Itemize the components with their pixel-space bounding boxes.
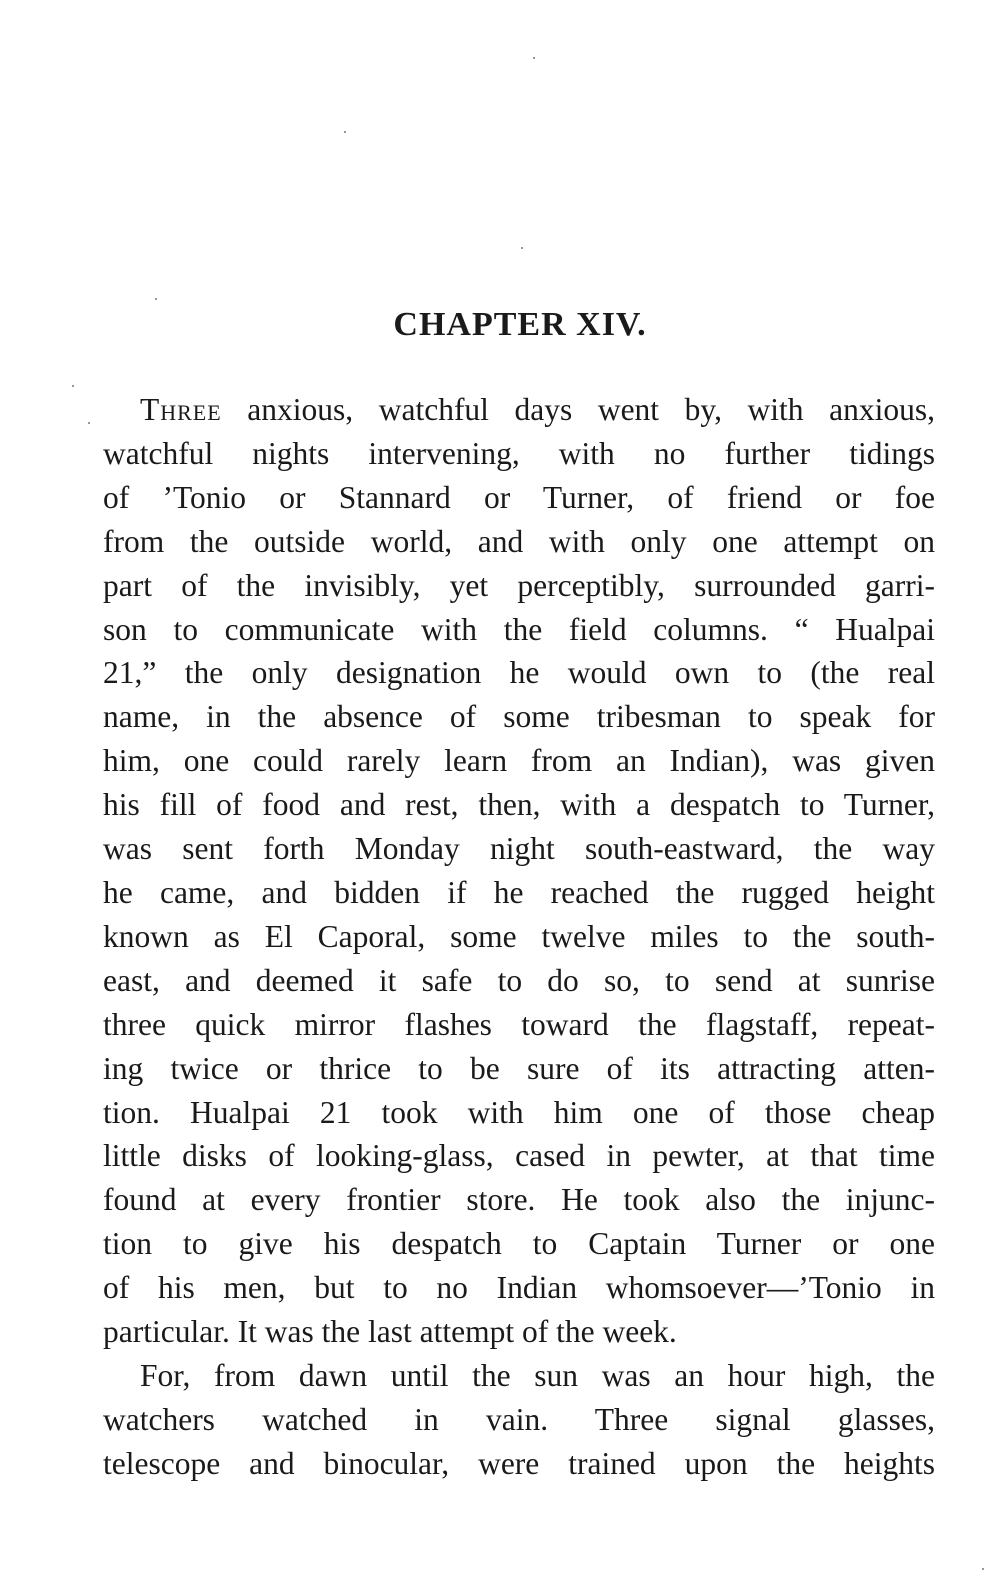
text-line: of ’Tonio or Stannard or Turner, of friend or foe (103, 479, 935, 515)
paper-speck (521, 247, 523, 249)
text-line: three quick mirror flashes toward the flagstaff, repeat- (103, 1006, 935, 1042)
text-line: tion to give his despatch to Captain Turner or one (103, 1226, 935, 1262)
body-text (103, 388, 935, 1486)
text-line: he came, and bidden if he reached the rugged height (103, 874, 935, 910)
text-line: son to communicate with the field columns. “ Hualpai (103, 611, 935, 647)
text-line: particular. It was the last attempt of the week. (103, 1314, 677, 1350)
text-line: ing twice or thrice to be sure of its attracting atten- (103, 1050, 935, 1086)
text-line: For, from dawn until the sun was an hour high, the (140, 1357, 935, 1393)
paper-speck (982, 1568, 984, 1570)
text-line: part of the invisibly, yet perceptibly, surrounded garri- (103, 567, 935, 603)
text-line: tion. Hualpai 21 took with him one of those cheap (103, 1094, 935, 1130)
lead-word: Three (140, 392, 222, 427)
paper-speck (344, 131, 346, 133)
text-line: known as El Caporal, some twelve miles to the south- (103, 918, 935, 954)
text-line: found at every frontier store. He took also the injunc- (103, 1182, 935, 1218)
paragraph-2 (103, 1354, 935, 1486)
paper-speck (533, 57, 535, 59)
paper-speck (155, 298, 157, 300)
paragraph-1 (103, 388, 935, 1354)
text-line: watchful nights intervening, with no further tidings (103, 435, 935, 471)
text-line: east, and deemed it safe to do so, to send at sunrise (103, 962, 935, 998)
chapter-title: CHAPTER XIV. (393, 306, 647, 343)
text-line: Three anxious, watchful days went by, with anxious, (140, 392, 936, 427)
paper-speck (72, 385, 74, 387)
text-line: name, in the absence of some tribesman to speak for (103, 699, 935, 735)
text-line: was sent forth Monday night south-eastward, the way (103, 831, 935, 867)
text-line: his fill of food and rest, then, with a despatch to Turner, (103, 787, 935, 823)
text-line: 21,” the only designation he would own to (the real (103, 655, 935, 691)
text-line: from the outside world, and with only one attempt on (103, 523, 935, 559)
text-line: watchers watched in vain. Three signal glasses, (103, 1401, 935, 1437)
text-line: telescope and binocular, were trained upon the heights (103, 1445, 935, 1481)
paper-speck (88, 422, 90, 424)
text-line: of his men, but to no Indian whomsoever—’Tonio in (103, 1270, 935, 1306)
text-line: little disks of looking-glass, cased in pewter, at that time (103, 1138, 935, 1174)
text-line: him, one could rarely learn from an Indian), was given (103, 743, 935, 779)
